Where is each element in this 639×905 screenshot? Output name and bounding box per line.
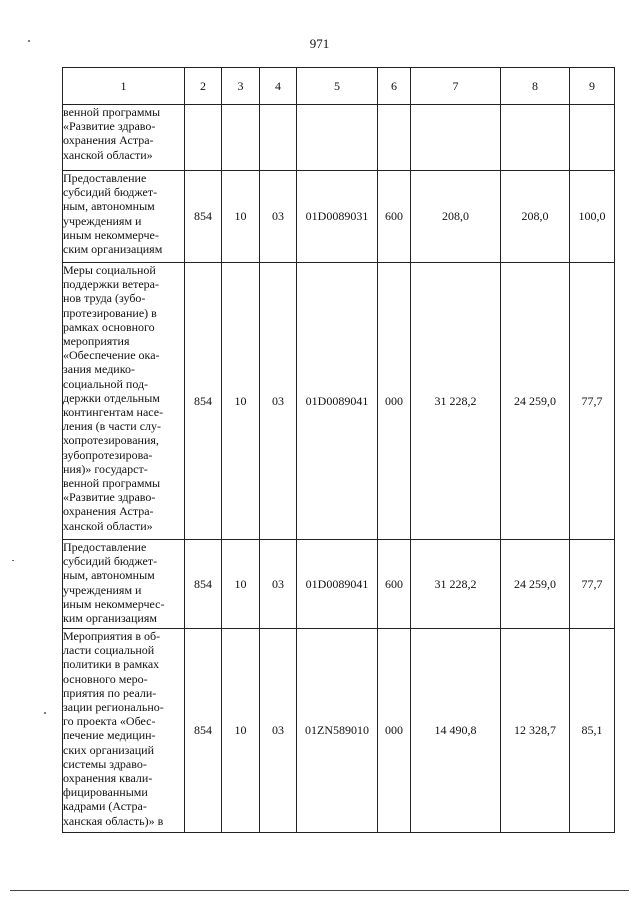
- cell-col-4: 03: [260, 629, 297, 833]
- description-line: венной программы: [63, 105, 161, 119]
- cell-col-9: 77,7: [570, 540, 615, 629]
- description-line: протезирование) в: [63, 305, 157, 320]
- col-header-6: 6: [378, 68, 411, 105]
- col-header-2: 2: [185, 68, 222, 105]
- cell-col-8: 24 259,0: [501, 263, 570, 540]
- cell-col-4: 03: [260, 540, 297, 629]
- table-body: [63, 105, 615, 833]
- description-line: нов труда (зубо-: [63, 291, 146, 306]
- page-bottom-rule: [10, 890, 629, 891]
- cell-col-9: 85,1: [570, 629, 615, 833]
- cell-col-8: 12 328,7: [501, 629, 570, 833]
- description-line: мероприятия: [63, 334, 130, 349]
- description-line: основного меро-: [63, 671, 148, 686]
- description-line: рамках основного: [63, 319, 155, 334]
- cell-col-5: 01ZN589010: [297, 629, 378, 833]
- description-line: Меры социальной: [63, 263, 156, 277]
- description-line: венной программы: [63, 476, 161, 491]
- description-line: ления (в части слу-: [63, 419, 162, 434]
- cell-col-7: [411, 105, 501, 171]
- scan-dot: [28, 40, 30, 42]
- cell-col-4: [260, 105, 297, 171]
- description-line: ханская область)» в: [63, 813, 164, 828]
- cell-col-6: 000: [378, 629, 411, 833]
- description-line: охранения Астра-: [63, 133, 154, 148]
- description-line: ским организациям: [63, 242, 163, 257]
- description-line: ханской области»: [63, 518, 153, 533]
- col-header-1: 1: [63, 68, 185, 105]
- row-description: [63, 540, 185, 629]
- cell-col-2: 854: [185, 629, 222, 833]
- cell-col-5: [297, 105, 378, 171]
- description-line: ласти социальной: [63, 643, 155, 658]
- cell-col-5: 01D0089041: [297, 263, 378, 540]
- cell-col-6: [378, 105, 411, 171]
- description-line: зации регионально-: [63, 700, 164, 715]
- cell-col-4: 03: [260, 171, 297, 263]
- description-line: иным некоммерче-: [63, 227, 159, 242]
- description-line: фицированными: [63, 785, 148, 800]
- cell-col-3: 10: [222, 540, 260, 629]
- description-line: хопротезирования,: [63, 433, 159, 448]
- table-row: [63, 171, 615, 263]
- cell-col-8: 208,0: [501, 171, 570, 263]
- table-row: [63, 629, 615, 833]
- description-line: контингентам насе-: [63, 405, 164, 420]
- description-line: субсидий бюджет-: [63, 185, 158, 200]
- cell-col-2: 854: [185, 540, 222, 629]
- description-line: зубопротезирова-: [63, 447, 153, 462]
- page-number: 971: [309, 36, 330, 51]
- table-row: [63, 105, 615, 171]
- cell-col-7: 31 228,2: [411, 540, 501, 629]
- cell-col-4: 03: [260, 263, 297, 540]
- description-line: кадрами (Астра-: [63, 799, 147, 814]
- scan-dot: [12, 560, 14, 561]
- cell-col-2: [185, 105, 222, 171]
- description-line: приятия по реали-: [63, 685, 157, 700]
- header-row: [63, 68, 615, 105]
- description-line: охранения квали-: [63, 771, 153, 786]
- row-description: [63, 171, 185, 263]
- description-line: «Обеспечение ока-: [63, 348, 160, 363]
- description-line: учреждениям и: [63, 213, 142, 228]
- description-line: ханской области»: [63, 147, 153, 162]
- budget-table: [62, 67, 615, 833]
- cell-col-7: 208,0: [411, 171, 501, 263]
- description-line: держки отдельным: [63, 390, 160, 405]
- description-line: социальной под-: [63, 376, 149, 391]
- description-line: системы здраво-: [63, 756, 147, 771]
- col-header-4: 4: [260, 68, 297, 105]
- cell-col-5: 01D0089041: [297, 540, 378, 629]
- description-line: субсидий бюджет-: [63, 554, 158, 569]
- col-header-8: 8: [501, 68, 570, 105]
- col-header-9: 9: [570, 68, 615, 105]
- description-line: ным, автономным: [63, 568, 155, 583]
- cell-col-9: 77,7: [570, 263, 615, 540]
- description-line: ным, автономным: [63, 199, 155, 214]
- description-line: печение медицин-: [63, 728, 156, 743]
- description-line: «Развитие здраво-: [63, 119, 156, 134]
- cell-col-3: 10: [222, 629, 260, 833]
- description-line: «Развитие здраво-: [63, 490, 156, 505]
- col-header-7: 7: [411, 68, 501, 105]
- cell-col-2: 854: [185, 263, 222, 540]
- description-line: Предоставление: [63, 540, 147, 554]
- cell-col-5: 01D0089031: [297, 171, 378, 263]
- table-row: [63, 263, 615, 540]
- description-line: учреждениям и: [63, 582, 142, 597]
- cell-col-6: 000: [378, 263, 411, 540]
- cell-col-3: [222, 105, 260, 171]
- description-line: иным некоммерчес-: [63, 596, 165, 611]
- cell-col-8: [501, 105, 570, 171]
- cell-col-3: 10: [222, 263, 260, 540]
- description-line: Мероприятия в об-: [63, 629, 161, 643]
- description-line: ния)» государст-: [63, 461, 148, 476]
- description-line: Предоставление: [63, 171, 147, 185]
- description-line: поддержки ветера-: [63, 277, 159, 292]
- cell-col-6: 600: [378, 540, 411, 629]
- description-line: ских организаций: [63, 742, 155, 757]
- cell-col-3: 10: [222, 171, 260, 263]
- col-header-5: 5: [297, 68, 378, 105]
- cell-col-8: 24 259,0: [501, 540, 570, 629]
- description-line: зания медико-: [63, 362, 135, 377]
- description-line: охранения Астра-: [63, 504, 154, 519]
- row-description: [63, 629, 185, 833]
- cell-col-7: 31 228,2: [411, 263, 501, 540]
- cell-col-2: 854: [185, 171, 222, 263]
- col-header-3: 3: [222, 68, 260, 105]
- row-description: [63, 105, 185, 171]
- cell-col-7: 14 490,8: [411, 629, 501, 833]
- description-line: го проекта «Обес-: [63, 714, 156, 729]
- row-description: [63, 263, 185, 540]
- cell-col-9: 100,0: [570, 171, 615, 263]
- table-row: [63, 540, 615, 629]
- description-line: ким организациям: [63, 611, 157, 626]
- scan-dot: [44, 712, 46, 714]
- cell-col-9: [570, 105, 615, 171]
- description-line: политики в рамках: [63, 657, 160, 672]
- cell-col-6: 600: [378, 171, 411, 263]
